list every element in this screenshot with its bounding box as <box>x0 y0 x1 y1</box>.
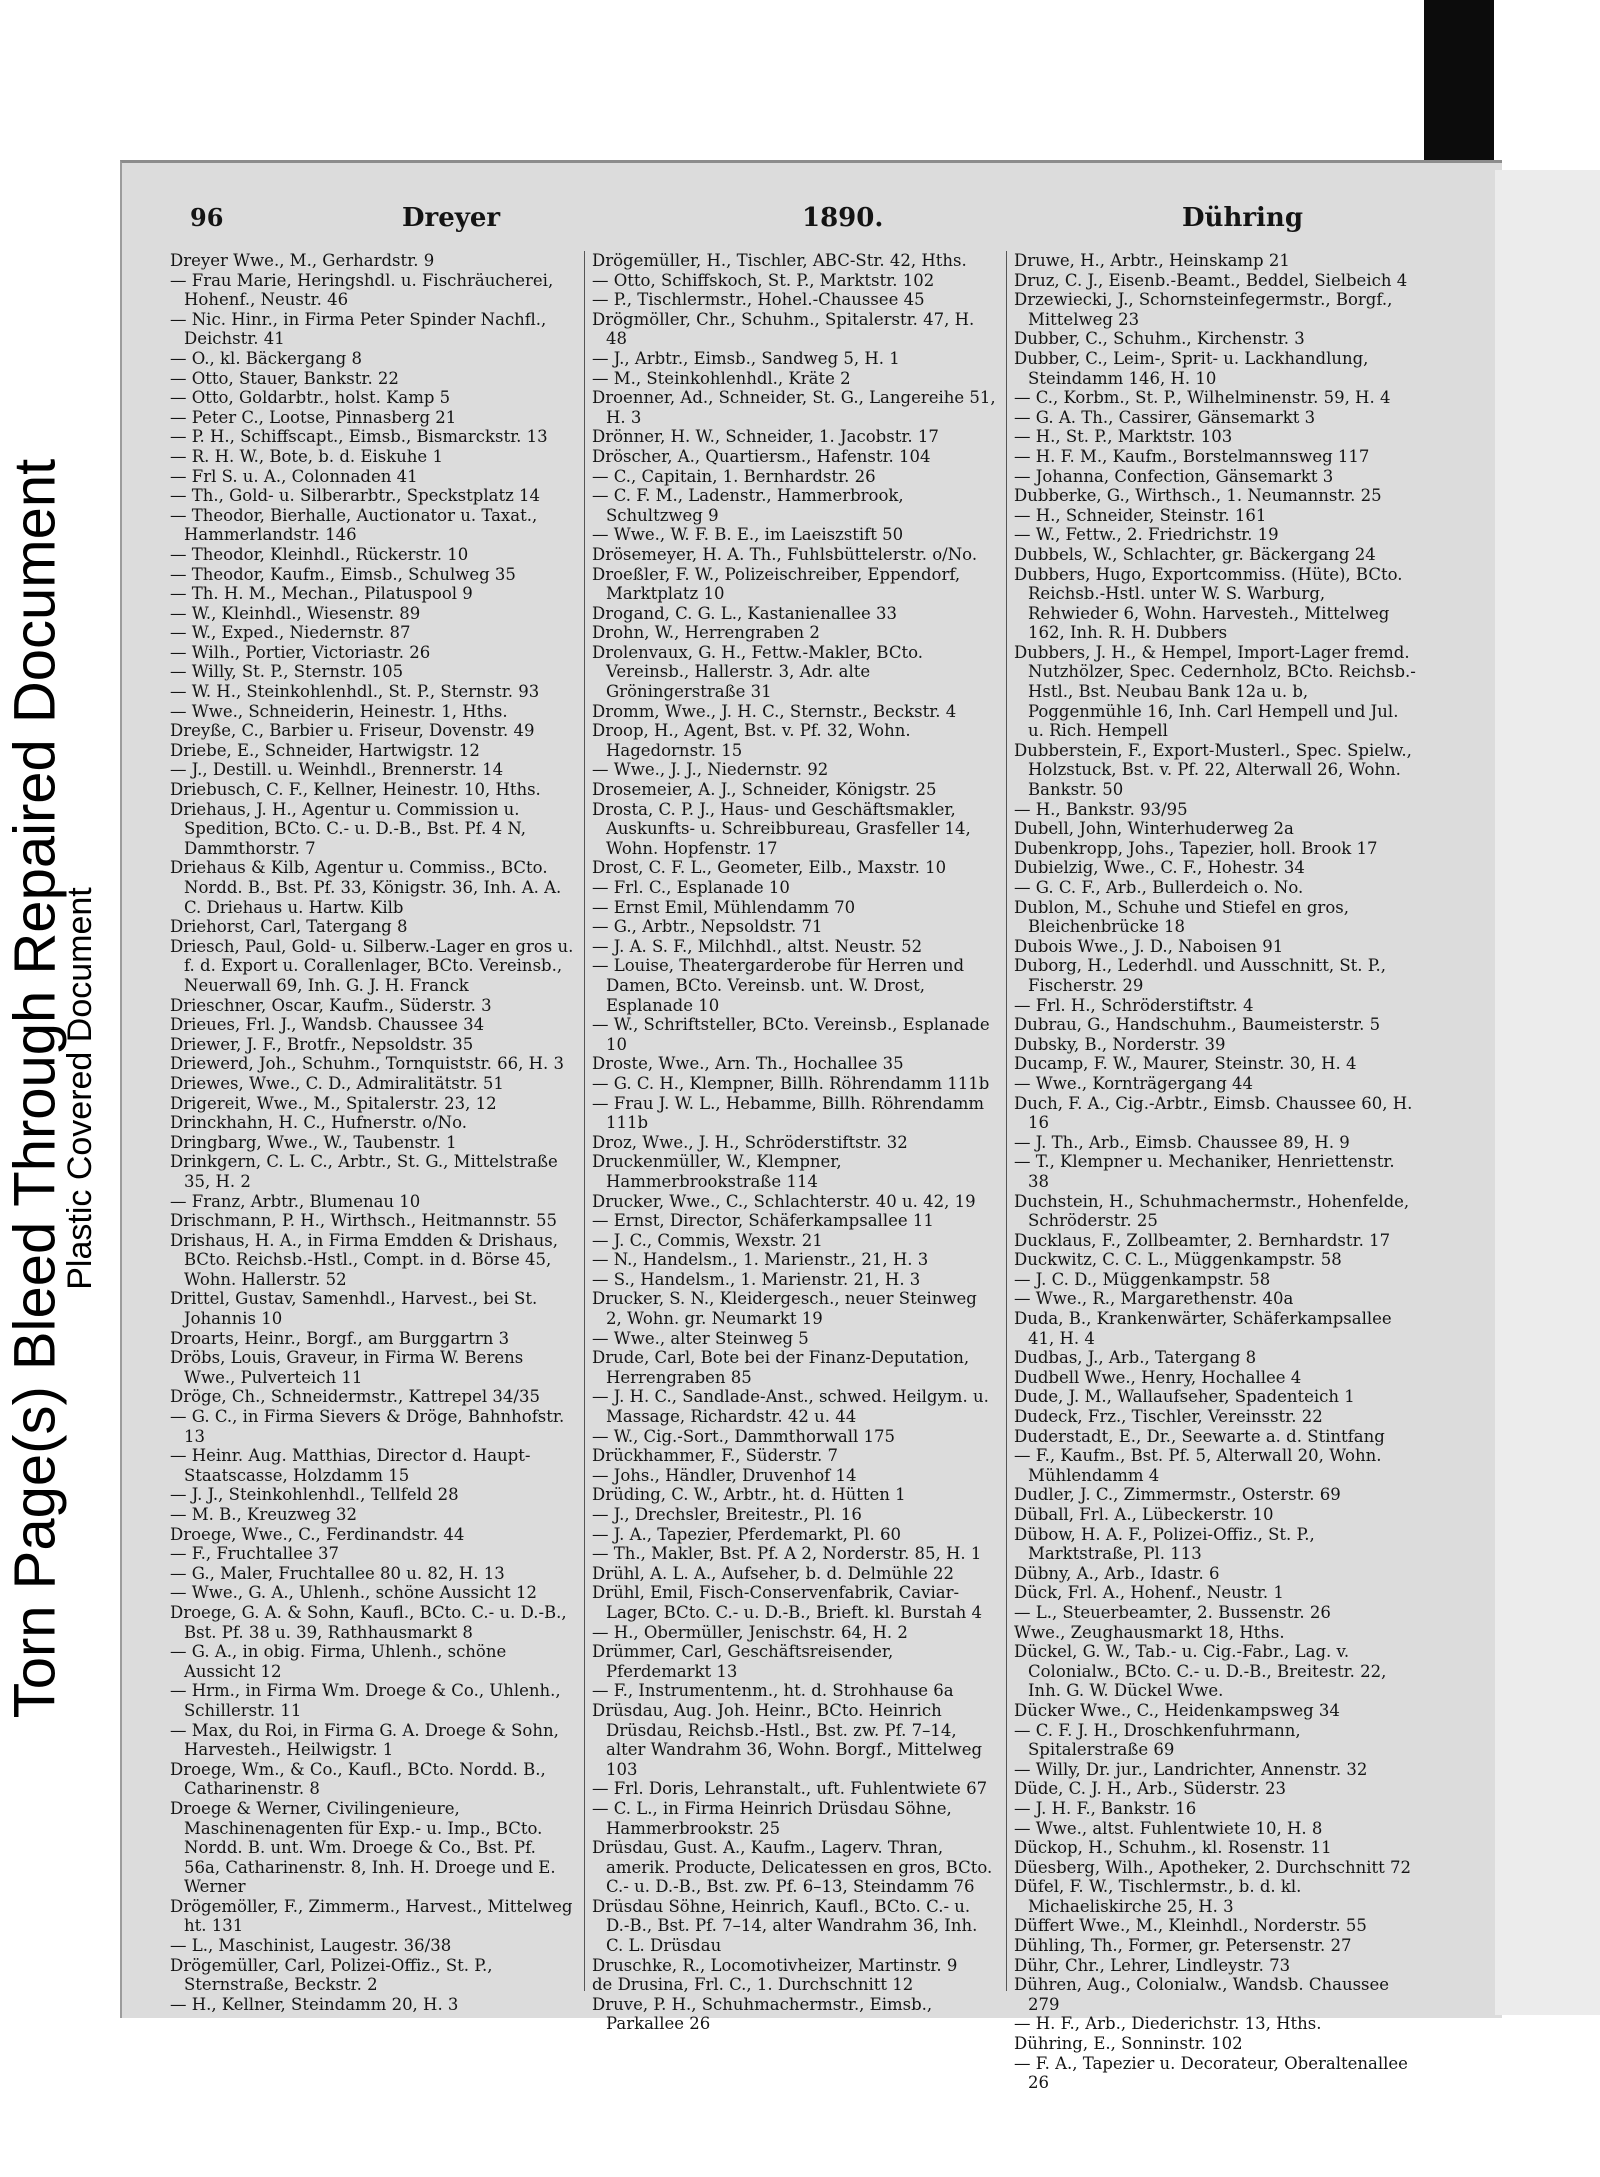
directory-entry: Driewer, J. F., Brotfr., Nepsoldstr. 35 <box>170 1034 474 1054</box>
directory-entry: — Franz, Arbtr., Blumenau 10 <box>170 1191 421 1211</box>
directory-entry: Drögemüller, H., Tischler, ABC-Str. 42, Hths. <box>592 251 967 270</box>
directory-entry: — J. H. C., Sandlade-Anst., schwed. Heilgym. u. Massage, Richardstr. 42 u. 44 <box>592 1387 989 1427</box>
directory-entry: — Frau Marie, Heringshdl. u. Fischräucherei, Hohenf., Neustr. 46 <box>170 270 554 310</box>
directory-entry: — C. F. J. H., Droschkenfuhrmann, Spitalerstraße 69 <box>1014 1720 1301 1760</box>
directory-entry: — Nic. Hinr., in Firma Peter Spinder Nachfl., Deichstr. 41 <box>170 309 547 349</box>
directory-entry: Dühr, Chr., Lehrer, Lindleystr. 73 <box>1014 1955 1291 1975</box>
directory-entry: — J. A. S. F., Milchhdl., altst. Neustr. 52 <box>592 936 923 956</box>
directory-entry: Driewes, Wwe., C. D., Admiralitätstr. 51 <box>170 1073 504 1093</box>
directory-entry: — Johanna, Confection, Gänsemarkt 3 <box>1014 466 1334 486</box>
directory-entry: Drinckhahn, H. C., Hufnerstr. o/No. <box>170 1113 467 1133</box>
directory-entry: — G. A., in obig. Firma, Uhlenh., schöne Aussicht 12 <box>170 1642 507 1681</box>
directory-entry: — S., Handelsm., 1. Marienstr. 21, H. 3 <box>592 1269 921 1289</box>
directory-entry: Duderstadt, E., Dr., Seewarte a. d. Stintfang <box>1014 1426 1385 1446</box>
directory-entry: — W. H., Steinkohlenhdl., St. P., Sternstr. 93 <box>170 682 540 702</box>
directory-entry: — Peter C., Lootse, Pinnasberg 21 <box>170 407 457 427</box>
directory-entry: Dubielzig, Wwe., C. F., Hohestr. 34 <box>1014 858 1305 878</box>
directory-entry: Dubber, C., Schuhm., Kirchenstr. 3 <box>1014 329 1305 349</box>
directory-entry: Dühling, Th., Former, gr. Petersenstr. 27 <box>1014 1936 1352 1956</box>
directory-entry: Dudler, J. C., Zimmermstr., Osterstr. 69 <box>1014 1485 1341 1505</box>
directory-entry: Dromm, Wwe., J. H. C., Sternstr., Beckstr. 4 <box>592 701 957 721</box>
directory-entry: — Wwe., R., Margarethenstr. 40a <box>1014 1289 1294 1309</box>
directory-entry: Droeßler, F. W., Polizeischreiber, Eppendorf, Marktplatz 10 <box>592 564 961 604</box>
directory-entry: Drude, Carl, Bote bei der Finanz-Deputation, Herrengraben 85 <box>592 1348 970 1387</box>
directory-entry: Dubsky, B., Norderstr. 39 <box>1014 1034 1226 1054</box>
directory-entry: Düde, C. J. H., Arb., Süderstr. 23 <box>1014 1779 1287 1799</box>
entry-column-2 <box>592 251 997 2034</box>
directory-entry: Düesberg, Wilh., Apotheker, 2. Durchschnitt 72 <box>1014 1857 1412 1877</box>
directory-entry: — W., Schriftsteller, BCto. Vereinsb., Esplanade 10 <box>592 1015 990 1054</box>
directory-entry: — H., Bankstr. 93/95 <box>1014 799 1188 819</box>
directory-entry: Dubber, C., Leim-, Sprit- u. Lackhandlung, Steindamm 146, H. 10 <box>1014 348 1369 388</box>
directory-entry: — J. J., Steinkohlenhdl., Tellfeld 28 <box>170 1485 459 1505</box>
directory-entry: Druz, C. J., Eisenb.-Beamt., Beddel, Sielbeich 4 <box>1014 270 1408 290</box>
directory-entry: — G., Arbtr., Nepsoldstr. 71 <box>592 917 823 937</box>
side-label-text: Plastic Covered Document <box>60 887 99 1290</box>
directory-entry: Drischmann, P. H., Wirthsch., Heitmannstr. 55 <box>170 1211 557 1231</box>
directory-entry: — H., Schneider, Steinstr. 161 <box>1014 505 1267 525</box>
header-left-keyword: Dreyer <box>402 203 501 233</box>
directory-entry: — L., Steuerbeamter, 2. Bussenstr. 26 <box>1014 1602 1331 1622</box>
directory-entry: Drüding, C. W., Arbtr., ht. d. Hütten 1 <box>592 1485 906 1505</box>
header-year: 1890. <box>802 203 884 233</box>
directory-entry: Droz, Wwe., J. H., Schröderstiftstr. 32 <box>592 1132 908 1152</box>
directory-entry: Dühring, E., Sonninstr. 102 <box>1014 2034 1243 2054</box>
directory-entry: Drishaus, H. A., in Firma Emdden & Drishaus, BCto. Reichsb.-Hstl., Compt. in d. Börse 45, Wohn. Hallerstr. 52 <box>170 1230 558 1289</box>
directory-entry: Druve, P. H., Schuhmachermstr., Eimsb., Parkallee 26 <box>592 1994 933 2034</box>
directory-entry: Drösemeyer, H. A. Th., Fuhlsbüttelerstr. o/No. <box>592 544 978 564</box>
adjacent-page-edge <box>1495 170 1600 2015</box>
directory-entry: — W., Kleinhdl., Wiesenstr. 89 <box>170 603 421 623</box>
directory-entry: Ducklaus, F., Zollbeamter, 2. Bernhardstr. 17 <box>1014 1230 1391 1250</box>
directory-entry: — G. C. F., Arb., Bullerdeich o. No. <box>1014 878 1304 897</box>
directory-entry: — O., kl. Bäckergang 8 <box>170 348 362 368</box>
directory-entry: — Otto, Goldarbtr., holst. Kamp 5 <box>170 388 451 408</box>
directory-entry: — Wwe., Schneiderin, Heinestr. 1, Hths. <box>170 701 508 721</box>
directory-entry: Dudbell Wwe., Henry, Hochallee 4 <box>1014 1367 1302 1387</box>
directory-entry: — G. C., in Firma Sievers & Dröge, Bahnhofstr. 13 <box>170 1407 565 1446</box>
directory-entry: — R. H. W., Bote, b. d. Eiskuhe 1 <box>170 446 443 466</box>
directory-entry: — Wwe., altst. Fuhlentwiete 10, H. 8 <box>1014 1818 1323 1838</box>
directory-entry: — Theodor, Bierhalle, Auctionator u. Taxat., Hammerlandstr. 146 <box>170 505 538 545</box>
directory-entry: Dudeck, Frz., Tischler, Vereinsstr. 22 <box>1014 1407 1323 1427</box>
directory-entry: Dücker Wwe., C., Heidenkampsweg 34 <box>1014 1700 1340 1720</box>
directory-entry: Droarts, Heinr., Borgf., am Burggartrn 3 <box>170 1328 510 1348</box>
directory-entry: — C. L., in Firma Heinrich Drüsdau Söhne, Hammerbrookstr. 25 <box>592 1798 952 1838</box>
directory-entry: Drosta, C. P. J., Haus- und Geschäftsmakler, Auskunfts- u. Schreibbureau, Grasfeller 14, Wohn. Hopfenstr. 17 <box>592 799 971 858</box>
directory-entry: Druckenmüller, W., Klempner, Hammerbrookstraße 114 <box>592 1152 842 1191</box>
directory-entry: Dühren, Aug., Colonialw., Wandsb. Chaussee 279 <box>1014 1975 1390 2014</box>
directory-entry: Dröbs, Louis, Graveur, in Firma W. Berens Wwe., Pulverteich 11 <box>170 1348 524 1387</box>
directory-entry: — Th. H. M., Mechan., Pilatuspool 9 <box>170 584 473 604</box>
directory-entry: — Willy, Dr. jur., Landrichter, Annenstr. 32 <box>1014 1759 1368 1779</box>
directory-entry: Dübow, H. A. F., Polizei-Offiz., St. P., Marktstraße, Pl. 113 <box>1014 1524 1315 1564</box>
entry-column-1 <box>170 251 575 2014</box>
directory-entry: Drzewiecki, J., Schornsteinfegermstr., Borgf., Mittelweg 23 <box>1014 290 1393 329</box>
directory-entry: Düball, Frl. A., Lübeckerstr. 10 <box>1014 1505 1274 1524</box>
directory-entry: Druwe, H., Arbtr., Heinskamp 21 <box>1014 251 1290 270</box>
directory-entry: — Wwe., alter Steinweg 5 <box>592 1328 809 1348</box>
scan-edge-band <box>1424 0 1494 170</box>
directory-entry: — J., Arbtr., Eimsb., Sandweg 5, H. 1 <box>592 348 900 368</box>
directory-entry: Drost, C. F. L., Geometer, Eilb., Maxstr. 10 <box>592 858 947 878</box>
directory-entry: — M. B., Kreuzweg 32 <box>170 1505 357 1524</box>
page-header <box>162 203 1462 251</box>
directory-entry: — Heinr. Aug. Matthias, Director d. Haupt-Staatscasse, Holzdamm 15 <box>170 1446 531 1485</box>
directory-entry: — H. F., Arb., Diederichstr. 13, Hths. <box>1014 2014 1322 2034</box>
directory-entry: Dubois Wwe., J. D., Naboisen 91 <box>1014 936 1284 956</box>
directory-entry: Drühl, A. L. A., Aufseher, b. d. Delmühle 22 <box>592 1563 955 1583</box>
directory-entry: Drinkgern, C. L. C., Arbtr., St. G., Mittelstraße 35, H. 2 <box>170 1152 558 1191</box>
directory-entry: — W., Fettw., 2. Friedrichstr. 19 <box>1014 525 1279 545</box>
directory-entry: Dubbers, Hugo, Exportcommiss. (Hüte), BCto. Reichsb.-Hstl. unter W. S. Warburg, Rehwieder 6, Wohn. Harvesteh., Mittelweg 162, Inh. R. H. Dubbers <box>1014 564 1403 643</box>
entry-column-3 <box>1014 251 1419 2093</box>
directory-entry: — Theodor, Kaufm., Eimsb., Schulweg 35 <box>170 564 516 584</box>
directory-entry: — Willy, St. P., Sternstr. 105 <box>170 662 404 682</box>
directory-entry: — H., Obermüller, Jenischstr. 64, H. 2 <box>592 1622 908 1642</box>
directory-entry: Dubenkropp, Johs., Tapezier, holl. Brook 17 <box>1014 838 1378 858</box>
directory-entry: Drieues, Frl. J., Wandsb. Chaussee 34 <box>170 1015 485 1035</box>
directory-entry: Dröge, Ch., Schneidermstr., Kattrepel 34/35 <box>170 1387 540 1407</box>
directory-entry: Droenner, Ad., Schneider, St. G., Langereihe 51, H. 3 <box>592 388 996 427</box>
directory-entry: — C., Capitain, 1. Bernhardstr. 26 <box>592 466 876 486</box>
directory-entry: Dubbers, J. H., & Hempel, Import-Lager fremd. Nutzhölzer, Spec. Cedernholz, BCto. Reichsb.-Hstl., Bst. Neubau Bank 12a u. b, Poggenmühle 16, Inh. Carl Hempell und Jul. u. Rich. Hempell <box>1014 642 1416 741</box>
directory-entry: Driesch, Paul, Gold- u. Silberw.-Lager en gros u. f. d. Export u. Corallenlager, BCto. Vereinsb., Neuerwall 69, Inh. G. J. H. Franck <box>170 936 574 995</box>
directory-entry: — P. H., Schiffscapt., Eimsb., Bismarckstr. 13 <box>170 427 548 447</box>
directory-entry: Driehaus, J. H., Agentur u. Commission u. Spedition, BCto. C.- u. D.-B., Bst. Pf. 4 N, Dammthorstr. 7 <box>170 799 526 858</box>
directory-entry: — Wwe., J. J., Niedernstr. 92 <box>592 760 829 780</box>
page-number: 96 <box>190 203 224 232</box>
directory-entry: Dück, Frl. A., Hohenf., Neustr. 1 <box>1014 1583 1284 1603</box>
header-right-keyword: Dühring <box>1182 203 1304 233</box>
directory-entry: — Th., Gold- u. Silberarbtr., Speckstplatz 14 <box>170 486 541 506</box>
directory-entry: Dublon, M., Schuhe und Stiefel en gros, Bleichenbrücke 18 <box>1014 897 1349 937</box>
directory-entry: — C., Korbm., St. P., Wilhelminenstr. 59, H. 4 <box>1014 388 1391 408</box>
directory-entry: Droste, Wwe., Arn. Th., Hochallee 35 <box>592 1054 904 1074</box>
directory-entry: Duborg, H., Lederhdl. und Ausschnitt, St. P., Fischerstr. 29 <box>1014 956 1387 995</box>
directory-entry: Dreyer Wwe., M., Gerhardstr. 9 <box>170 251 435 270</box>
directory-entry: — H., St. P., Marktstr. 103 <box>1014 427 1233 447</box>
directory-entry: Dude, J. M., Wallaufseher, Spadenteich 1 <box>1014 1387 1355 1407</box>
directory-entry: — F. A., Tapezier u. Decorateur, Oberaltenallee 26 <box>1014 2053 1408 2093</box>
directory-entry: Drieschner, Oscar, Kaufm., Süderstr. 3 <box>170 995 492 1015</box>
directory-entry: Duda, B., Krankenwärter, Schäferkampsallee 41, H. 4 <box>1014 1309 1392 1348</box>
directory-entry: Dreyße, C., Barbier u. Friseur, Dovenstr. 49 <box>170 721 535 741</box>
directory-entry: Drogand, C. G. L., Kastanienallee 33 <box>592 603 897 623</box>
directory-entry: Dubberstein, F., Export-Musterl., Spec. Spielw., Holzstuck, Bst. v. Pf. 22, Alterwall 26, Wohn. Bankstr. 50 <box>1014 740 1412 800</box>
directory-entry: Driehorst, Carl, Tatergang 8 <box>170 917 408 937</box>
directory-entry: Dudbas, J., Arb., Tatergang 8 <box>1014 1348 1257 1368</box>
directory-entry: Dübny, A., Arb., Idastr. 6 <box>1014 1563 1220 1583</box>
directory-entry: Drümmer, Carl, Geschäftsreisender, Pferdemarkt 13 <box>592 1642 894 1681</box>
directory-entry: Druschke, R., Locomotivheizer, Martinstr. 9 <box>592 1955 958 1975</box>
directory-entry: — Wwe., G. A., Uhlenh., schöne Aussicht 12 <box>170 1583 538 1603</box>
directory-entry: Duch, F. A., Cig.-Arbtr., Eimsb. Chaussee 60, H. 16 <box>1014 1093 1413 1133</box>
directory-entry: Dückop, H., Schuhm., kl. Rosenstr. 11 <box>1014 1838 1332 1858</box>
directory-entry: — F., Instrumentenm., ht. d. Strohhause 6a <box>592 1681 954 1701</box>
directory-entry: — Theodor, Kleinhdl., Rückerstr. 10 <box>170 544 469 564</box>
directory-entry: Dröscher, A., Quartiersm., Hafenstr. 104 <box>592 446 931 466</box>
directory-entry: Drucker, Wwe., C., Schlachterstr. 40 u. 42, 19 <box>592 1191 976 1211</box>
directory-entry: — L., Maschinist, Laugestr. 36/38 <box>170 1936 452 1956</box>
directory-entry: — N., Handelsm., 1. Marienstr., 21, H. 3 <box>592 1250 929 1270</box>
directory-entry: Düfel, F. W., Tischlermstr., b. d. kl. Michaeliskirche 25, H. 3 <box>1014 1877 1302 1916</box>
directory-entry: Ducamp, F. W., Maurer, Steinstr. 30, H. 4 <box>1014 1054 1357 1074</box>
directory-entry: — Louise, Theatergarderobe für Herren und Damen, BCto. Vereinsb. unt. W. Drost, Esplanade 10 <box>592 956 965 1015</box>
directory-entry: — Ernst, Director, Schäferkampsallee 11 <box>592 1211 934 1231</box>
directory-entry: Drüsdau Söhne, Heinrich, Kaufl., BCto. C.- u. D.-B., Bst. Pf. 7–14, alter Wandrahm 36, Inh. C. L. Drüsdau <box>592 1896 978 1956</box>
column-divider <box>584 251 585 1991</box>
directory-entry: Dubell, John, Winterhuderweg 2a <box>1014 819 1294 839</box>
directory-entry: Dubbels, W., Schlachter, gr. Bäckergang 24 <box>1014 544 1376 564</box>
directory-entry: Drucker, S. N., Kleidergesch., neuer Steinweg 2, Wohn. gr. Neumarkt 19 <box>592 1289 977 1329</box>
directory-entry: Wwe., Zeughausmarkt 18, Hths. <box>1014 1622 1285 1642</box>
directory-entry: Drückhammer, F., Süderstr. 7 <box>592 1446 838 1466</box>
directory-entry: — P., Tischlermstr., Hohel.-Chaussee 45 <box>592 290 925 310</box>
column-divider <box>1006 251 1007 1991</box>
directory-page <box>120 160 1502 2093</box>
directory-entry: — G., Maler, Fruchtallee 80 u. 82, H. 13 <box>170 1563 505 1583</box>
directory-entry: Drosemeier, A. J., Schneider, Königstr. 25 <box>592 780 937 800</box>
directory-entry: Dringbarg, Wwe., W., Taubenstr. 1 <box>170 1132 457 1152</box>
directory-entry: — J. H. F., Bankstr. 16 <box>1014 1798 1197 1818</box>
directory-entry: — Hrm., in Firma Wm. Droege & Co., Uhlenh., Schillerstr. 11 <box>170 1681 561 1720</box>
directory-entry: Droege, G. A. & Sohn, Kaufl., BCto. C.- u. D.-B., Bst. Pf. 38 u. 39, Rathhausmarkt 8 <box>170 1602 567 1642</box>
directory-entry: — J., Drechsler, Breitestr., Pl. 16 <box>592 1505 862 1524</box>
directory-entry: Droop, H., Agent, Bst. v. Pf. 32, Wohn. Hagedornstr. 15 <box>592 721 911 760</box>
directory-entry: Drögemüller, Carl, Polizei-Offiz., St. P., Sternstraße, Beckstr. 2 <box>170 1955 493 1995</box>
directory-entry: Dubberke, G., Wirthsch., 1. Neumannstr. 25 <box>1014 486 1382 506</box>
directory-entry: — H. F. M., Kaufm., Borstelmannsweg 117 <box>1014 446 1370 466</box>
directory-entry: — Ernst Emil, Mühlendamm 70 <box>592 897 856 917</box>
directory-entry: Drönner, H. W., Schneider, 1. Jacobstr. 17 <box>592 427 939 447</box>
directory-entry: Drögemöller, F., Zimmerm., Harvest., Mittelweg ht. 131 <box>170 1896 573 1936</box>
directory-entry: — W., Cig.-Sort., Dammthorwall 175 <box>592 1426 896 1446</box>
directory-entry: Droege, Wwe., C., Ferdinandstr. 44 <box>170 1524 465 1544</box>
directory-entry: — Frau J. W. L., Hebamme, Billh. Röhrendamm 111b <box>592 1093 984 1133</box>
directory-entry: — Wilh., Portier, Victoriastr. 26 <box>170 642 431 662</box>
directory-entry: Drüsdau, Aug. Joh. Heinr., BCto. Heinrich Drüsdau, Reichsb.-Hstl., Bst. zw. Pf. 7–14, alter Wandrahm 36, Wohn. Borgf., Mittelweg 103 <box>592 1700 983 1779</box>
directory-entry: — F., Kaufm., Bst. Pf. 5, Alterwall 20, Wohn. Mühlendamm 4 <box>1014 1446 1382 1485</box>
directory-entry: Driewerd, Joh., Schuhm., Tornquiststr. 66, H. 3 <box>170 1054 564 1074</box>
directory-entry: — H., Kellner, Steindamm 20, H. 3 <box>170 1994 459 2014</box>
directory-entry: Drühl, Emil, Fisch-Conservenfabrik, Caviar-Lager, BCto. C.- u. D.-B., Brieft. kl. Burstah 4 <box>592 1583 983 1622</box>
directory-entry: Drolenvaux, G. H., Fettw.-Makler, BCto. Vereinsb., Hallerstr. 3, Adr. alte Gröningerstraße 31 <box>592 642 923 702</box>
directory-entry: Duchstein, H., Schuhmachermstr., Hohenfelde, Schröderstr. 25 <box>1014 1191 1410 1231</box>
directory-entry: Drögmöller, Chr., Schuhm., Spitalerstr. 47, H. 48 <box>592 309 975 349</box>
directory-entry: — Frl. C., Esplanade 10 <box>592 878 790 897</box>
directory-entry: — J. C., Commis, Wexstr. 21 <box>592 1230 823 1250</box>
directory-entry: Drohn, W., Herrengraben 2 <box>592 623 820 643</box>
directory-entry: Drüsdau, Gust. A., Kaufm., Lagerv. Thran, amerik. Producte, Delicatessen en gros, BCto. C.- u. D.-B., Bst. zw. Pf. 6–13, Steindamm 76 <box>592 1838 993 1897</box>
directory-entry: Dückel, G. W., Tab.- u. Cig.-Fabr., Lag. v. Colonialw., BCto. C.- u. D.-B., Breitestr. 22, Inh. G. W. Dückel Wwe. <box>1014 1642 1387 1701</box>
directory-entry: — W., Exped., Niedernstr. 87 <box>170 623 411 643</box>
directory-entry: — Frl. H., Schröderstiftstr. 4 <box>1014 995 1254 1015</box>
directory-entry: Droege, Wm., & Co., Kaufl., BCto. Nordd. B., Catharinenstr. 8 <box>170 1759 546 1799</box>
directory-entry: — Frl S. u. A., Colonnaden 41 <box>170 466 418 486</box>
directory-entry: Drittel, Gustav, Samenhdl., Harvest., bei St. Johannis 10 <box>170 1289 538 1329</box>
directory-entry: — Wwe., W. F. B. E., im Laeiszstift 50 <box>592 525 904 545</box>
directory-entry: Driebusch, C. F., Kellner, Heinestr. 10, Hths. <box>170 780 541 800</box>
directory-entry: Driebe, E., Schneider, Hartwigstr. 12 <box>170 740 480 760</box>
directory-entry: Drigereit, Wwe., M., Spitalerstr. 23, 12 <box>170 1093 497 1113</box>
directory-entry: Düffert Wwe., M., Kleinhdl., Norderstr. 55 <box>1014 1916 1367 1936</box>
side-label-plastic <box>50 0 110 2177</box>
directory-entry: de Drusina, Frl. C., 1. Durchschnitt 12 <box>592 1975 914 1995</box>
directory-entry: Droege & Werner, Civilingenieure, Maschinenagenten für Exp.- u. Imp., BCto. Nordd. B. unt. Wm. Droege & Co., Bst. Pf. 56a, Catharinenstr. 8, Inh. H. Droege und E. Werner <box>170 1798 556 1897</box>
directory-entry: — C. F. M., Ladenstr., Hammerbrook, Schultzweg 9 <box>592 486 904 525</box>
directory-entry: — J. A., Tapezier, Pferdemarkt, Pl. 60 <box>592 1524 901 1544</box>
directory-entry: — T., Klempner u. Mechaniker, Henriettenstr. 38 <box>1014 1152 1395 1191</box>
entry-columns <box>162 251 1482 2093</box>
directory-entry: — Wwe., Kornträgergang 44 <box>1014 1073 1254 1093</box>
directory-entry: — Johs., Händler, Druvenhof 14 <box>592 1465 857 1485</box>
directory-entry: — Th., Makler, Bst. Pf. A 2, Norderstr. 85, H. 1 <box>592 1544 982 1564</box>
directory-entry: — Otto, Schiffskoch, St. P., Marktstr. 102 <box>592 270 935 290</box>
directory-entry: — Frl. Doris, Lehranstalt., uft. Fuhlentwiete 67 <box>592 1779 988 1799</box>
directory-entry: — M., Steinkohlenhdl., Kräte 2 <box>592 368 851 388</box>
directory-entry: — J. Th., Arb., Eimsb. Chaussee 89, H. 9 <box>1014 1132 1350 1152</box>
directory-entry: — J., Destill. u. Weinhdl., Brennerstr. 14 <box>170 760 504 780</box>
directory-entry: — Otto, Stauer, Bankstr. 22 <box>170 368 399 388</box>
directory-entry: Duckwitz, C. C. L., Müggenkampstr. 58 <box>1014 1250 1342 1270</box>
directory-entry: — J. C. D., Müggenkampstr. 58 <box>1014 1269 1271 1289</box>
directory-entry: Dubrau, G., Handschuhm., Baumeisterstr. 5 <box>1014 1015 1381 1035</box>
directory-entry: Driehaus & Kilb, Agentur u. Commiss., BCto. Nordd. B., Bst. Pf. 33, Königstr. 36, Inh. A. A. C. Driehaus u. Hartw. Kilb <box>170 858 562 917</box>
directory-entry: — Max, du Roi, in Firma G. A. Droege & Sohn, Harvesteh., Heilwigstr. 1 <box>170 1720 559 1760</box>
directory-entry: — F., Fruchtallee 37 <box>170 1544 339 1564</box>
directory-entry: — G. A. Th., Cassirer, Gänsemarkt 3 <box>1014 407 1316 427</box>
side-label-text: Torn Page(s) Bleed Through Repaired Document <box>2 458 68 1719</box>
directory-entry: — G. C. H., Klempner, Billh. Röhrendamm 111b <box>592 1073 990 1093</box>
